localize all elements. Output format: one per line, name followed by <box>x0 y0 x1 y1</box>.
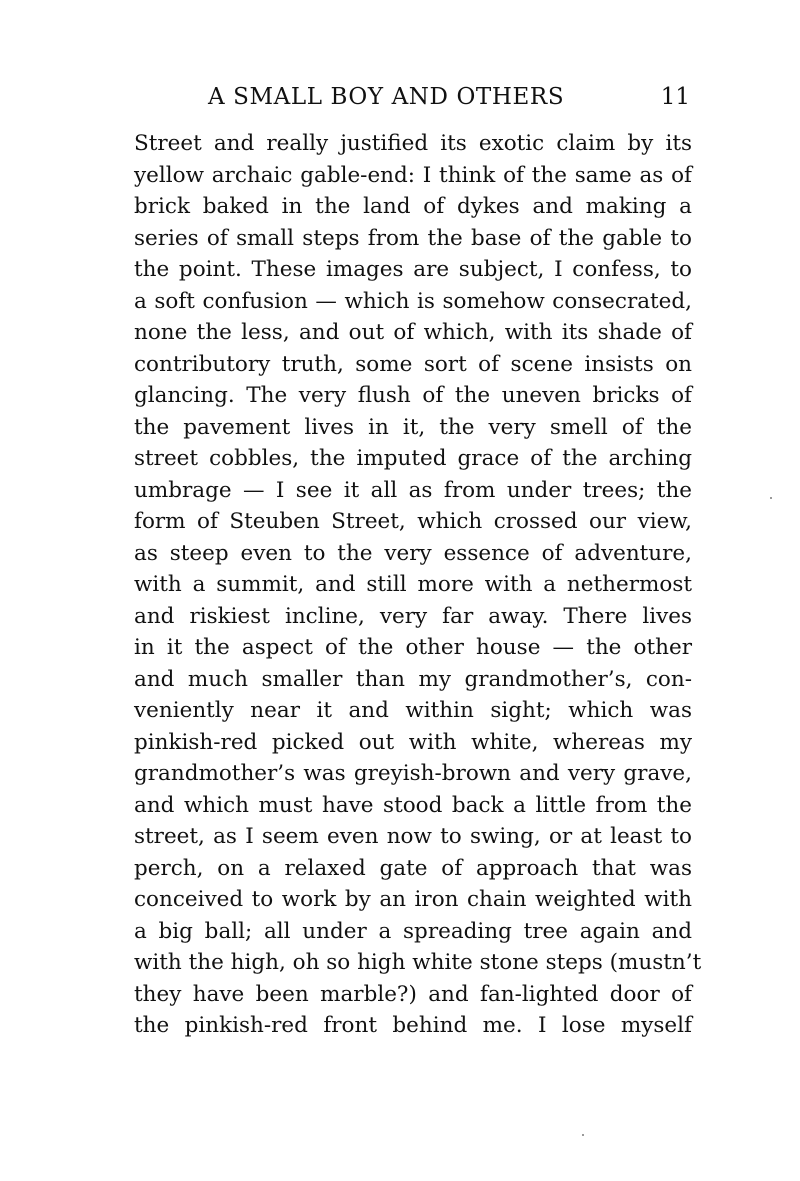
text-line: the pavement lives in it, the very smell of the <box>134 414 692 440</box>
text-line: Street and really justified its exotic claim by its <box>134 131 692 156</box>
text-line: the pinkish-red front behind me. I lose myself <box>134 1013 692 1038</box>
text-line: none the less, and out of which, with its shade of <box>134 320 692 345</box>
text-line: conceived to work by an iron chain weighted with <box>134 887 692 912</box>
text-line: perch, on a relaxed gate of approach that was <box>134 855 692 881</box>
text-line: in it the aspect of the other house — the other <box>134 635 692 660</box>
scan-speck <box>770 497 772 499</box>
text-line: pinkish-red picked out with white, whereas my <box>134 729 692 755</box>
text-line: form of Steuben Street, which crossed our view, <box>134 509 692 534</box>
text-line: series of small steps from the base of the gable to <box>134 225 692 251</box>
page-number: 11 <box>660 84 690 110</box>
text-line: they have been marble?) and fan-lighted door of <box>134 981 692 1007</box>
text-line: a soft confusion — which is somehow consecrated, <box>134 288 692 314</box>
text-line: and much smaller than my grandmother’s, con- <box>134 666 692 692</box>
text-line: contributory truth, some sort of scene insists on <box>134 351 692 377</box>
text-line: with the high, oh so high white stone steps (mustn’t <box>134 950 702 975</box>
text-line: brick baked in the land of dykes and making a <box>134 194 692 219</box>
text-line: glancing. The very flush of the uneven bricks of <box>134 383 692 408</box>
text-line: with a summit, and still more with a nethermost <box>134 572 692 597</box>
text-line: street cobbles, the imputed grace of the arching <box>134 446 692 471</box>
running-head <box>134 82 694 112</box>
text-line: street, as I seem even now to swing, or at least to <box>134 824 692 849</box>
body-text <box>134 128 702 1042</box>
text-line: veniently near it and within sight; which was <box>134 698 692 723</box>
scan-speck <box>582 1134 584 1136</box>
text-line: yellow archaic gable-end: I think of the same as of <box>134 162 692 188</box>
text-line: umbrage — I see it all as from under trees; the <box>134 477 692 503</box>
text-line: a big ball; all under a spreading tree again and <box>134 918 692 944</box>
text-line: as steep even to the very essence of adventure, <box>134 540 692 566</box>
running-title: A SMALL BOY AND OTHERS <box>208 84 565 110</box>
text-line: and which must have stood back a little from the <box>134 792 692 818</box>
text-line: grandmother’s was greyish-brown and very grave, <box>134 761 692 786</box>
text-line: the point. These images are subject, I confess, to <box>134 257 692 282</box>
text-line: and riskiest incline, very far away. There lives <box>134 603 692 629</box>
